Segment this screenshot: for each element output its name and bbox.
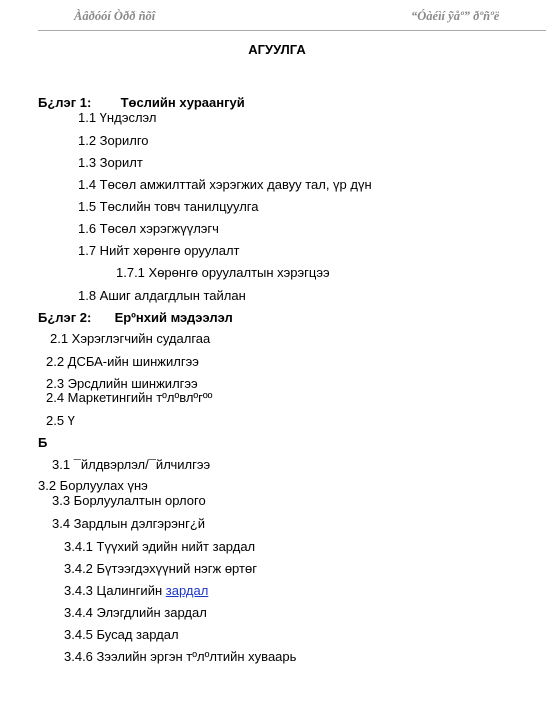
toc-item-1-8[interactable]: 1.8 Ашиг алдагдлын тайлан — [78, 288, 246, 303]
toc-item-3-4[interactable]: 3.4 Зардлын дэлгэрэнг¿й — [52, 516, 206, 531]
chapter-1-label: Б¿лэг 1: — [38, 95, 92, 110]
toc-item-3-4-2[interactable]: 3.4.2 Бүтээгдэхүүний нэгж өртөг — [64, 561, 257, 576]
toc-item-3-4-3-text: 3.4.3 Цалингийн — [64, 583, 166, 598]
toc-item-3-4-3-link[interactable]: зардал — [165, 583, 209, 598]
chapter-2-label: Б¿лэг 2: — [38, 310, 92, 325]
toc-item-2-3[interactable]: 2.3 Эрсдлийн шинжилгээ — [46, 376, 198, 391]
toc-item-2-2[interactable]: 2.2 ДСБА-ийн шинжилгээ — [46, 354, 199, 369]
header-right-text: “Óàéìí ỹåº” ðºñºë — [411, 9, 500, 23]
header-rule — [38, 30, 546, 31]
toc-item-1-7-1[interactable]: 1.7.1 Хөрөнгө оруулалтын хэрэгцээ — [116, 265, 330, 280]
toc-item-3-3[interactable]: 3.3 Борлуулалтын орлого — [52, 493, 206, 508]
page-title: АГУУЛГА — [248, 42, 306, 57]
toc-item-1-7[interactable]: 1.7 Нийт хөрөнгө оруулалт — [78, 243, 240, 258]
toc-chapter-1[interactable] — [38, 95, 245, 111]
toc-item-1-5[interactable]: 1.5 Төслийн товч танилцуулга — [78, 199, 259, 214]
toc-item-1-2[interactable]: 1.2 Зорилго — [78, 133, 149, 148]
toc-item-3-4-1[interactable]: 3.4.1 Түүхий эдийн нийт зардал — [64, 539, 256, 554]
toc-item-2-4[interactable]: 2.4 Маркетингийн тºлºвлºгºº — [46, 390, 213, 405]
toc-chapter-2[interactable] — [38, 310, 233, 326]
toc-item-3-4-4[interactable]: 3.4.4 Элэгдлийн зардал — [64, 605, 207, 620]
toc-chapter-3[interactable]: Б — [38, 435, 48, 450]
toc-item-3-4-5[interactable]: 3.4.5 Бусад зардал — [64, 627, 179, 642]
chapter-2-title: Ерºнхий мэдээлэл — [114, 310, 233, 325]
toc-item-3-4-6[interactable]: 3.4.6 Зээлийн эргэн тºлºлтийн хуваарь — [64, 649, 297, 664]
header-left-text: Àâðóóí Òðð ñõî — [74, 9, 156, 23]
toc-item-3-2[interactable]: 3.2 Борлуулах үнэ — [38, 478, 148, 493]
chapter-1-title: Төслийн хураангуй — [120, 95, 245, 110]
toc-item-2-1[interactable]: 2.1 Хэрэглэгчийн судалгаа — [50, 331, 211, 346]
toc-item-1-6[interactable]: 1.6 Төсөл хэрэгжүүлэгч — [78, 221, 219, 236]
toc-item-1-4[interactable]: 1.4 Төсөл амжилттай хэрэгжих давуу тал, үр дүн — [78, 177, 372, 192]
toc-item-1-3[interactable]: 1.3 Зорилт — [78, 155, 143, 170]
toc-item-3-4-3[interactable] — [64, 583, 208, 599]
toc-item-1-1[interactable]: 1.1 Үндэслэл — [78, 110, 157, 125]
toc-item-2-5[interactable]: 2.5 Ү — [46, 413, 75, 428]
toc-item-3-1[interactable]: 3.1 ¯йлдвэрлэл/¯йлчилгээ — [52, 457, 211, 472]
